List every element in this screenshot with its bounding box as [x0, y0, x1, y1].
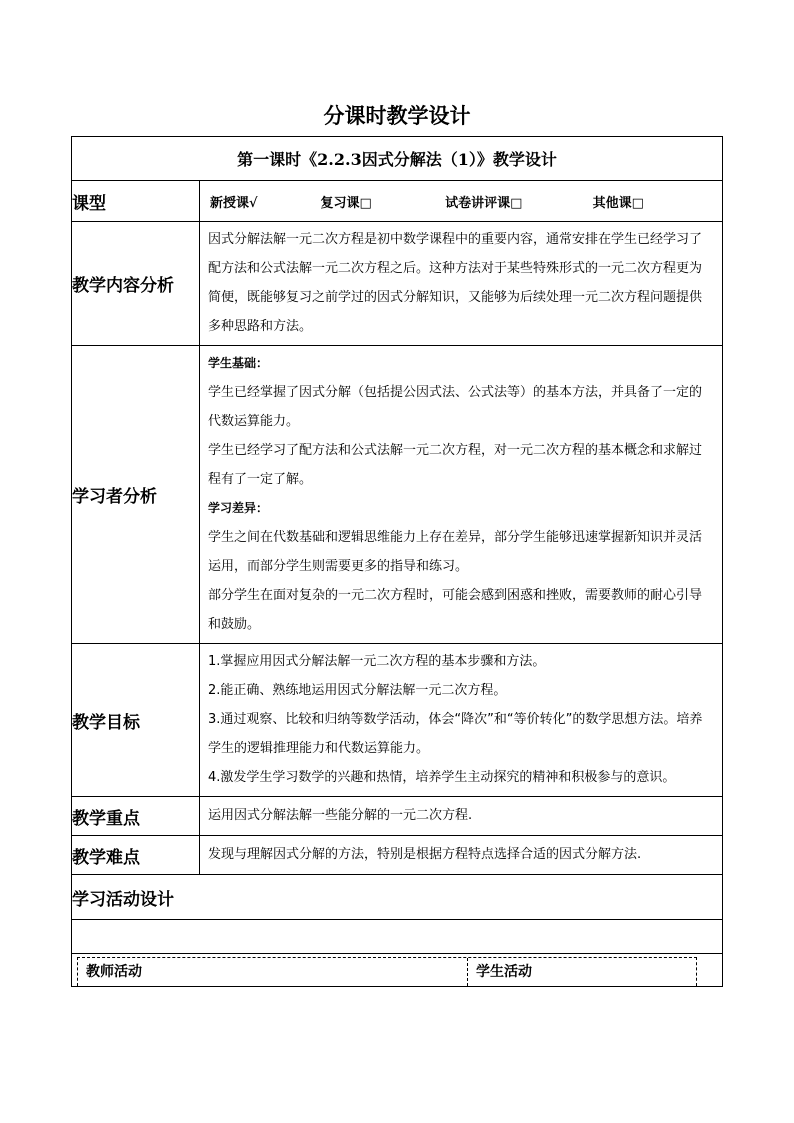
activity-design-row — [72, 875, 723, 920]
lesson-title: 第一课时《2.2.3因式分解法（1）》教学设计 — [72, 137, 723, 181]
learner-analysis-row — [72, 346, 723, 644]
content-analysis-label: 教学内容分析 — [72, 222, 200, 346]
teaching-goals-row — [72, 644, 723, 797]
difficulty-text: 发现与理解因式分解的方法，特别是根据方程特点选择合适的因式分解方法. — [208, 847, 642, 862]
option-test-review-lesson: 试卷讲评课□ — [445, 195, 523, 211]
option-review-lesson: 复习课□ — [320, 195, 372, 211]
key-point-text: 运用因式分解法解一些能分解的一元二次方程. — [208, 808, 473, 823]
activity-design-label: 学习活动设计 — [72, 875, 723, 920]
content-analysis-row — [72, 222, 723, 346]
activity-header-box — [77, 957, 697, 986]
option-other-lesson: 其他课□ — [592, 195, 644, 211]
course-type-label: 课型 — [72, 181, 200, 222]
difficulty-label: 教学难点 — [72, 836, 200, 875]
student-basis-paragraph-2: 学生已经学习了配方法和公式法解一元二次方程，对一元二次方程的基本概念和求解过程有了一定了解。 — [208, 443, 703, 487]
teacher-activity-header: 教师活动 — [78, 958, 468, 986]
activity-header-row — [72, 954, 723, 987]
content-analysis-text: 因式分解法解一元二次方程是初中数学课程中的重要内容，通常安排在学生已经学习了配方法和公式法解一元二次方程之后。这种方法对于某些特殊形式的一元二次方程更为简便，既能够复习之前学过的因式分解知识，又能够为后续处理一元二次方程问题提供多种思路和方法。 — [208, 232, 703, 334]
goal-item-1: 1.掌握应用因式分解法解一元二次方程的基本步骤和方法。 — [208, 654, 546, 669]
lesson-plan-table — [71, 136, 723, 987]
learning-difference-paragraph-1: 学生之间在代数基础和逻辑思维能力上存在差异，部分学生能够迅速掌握新知识并灵活运用，而部分学生则需要更多的指导和练习。 — [208, 530, 703, 574]
difficulty-row — [72, 836, 723, 875]
goal-item-2: 2.能正确、熟练地运用因式分解法解一元二次方程。 — [208, 683, 507, 698]
key-point-row — [72, 797, 723, 836]
teaching-goals-label: 教学目标 — [72, 644, 200, 797]
course-type-row — [72, 181, 723, 222]
learning-difference-paragraph-2: 部分学生在面对复杂的一元二次方程时，可能会感到困惑和挫败，需要教师的耐心引导和鼓励。 — [208, 588, 703, 632]
activity-blank-row — [72, 920, 723, 954]
option-new-lesson: 新授课√ — [210, 195, 258, 211]
key-point-label: 教学重点 — [72, 797, 200, 836]
goal-item-4: 4.激发学生学习数学的兴趣和热情，培养学生主动探究的精神和积极参与的意识。 — [208, 770, 676, 785]
student-basis-heading: 学生基础： — [208, 356, 269, 370]
student-basis-paragraph-1: 学生已经掌握了因式分解（包括提公因式法、公式法等）的基本方法，并具备了一定的代数运算能力。 — [208, 385, 703, 429]
course-type-options — [200, 181, 723, 222]
goal-item-3: 3.通过观察、比较和归纳等数学活动，体会“降次”和“等价转化”的数学思想方法。培养学生的逻辑推理能力和代数运算能力。 — [208, 712, 703, 756]
student-activity-header: 学生活动 — [476, 964, 532, 980]
lesson-title-row — [72, 137, 723, 181]
learner-analysis-label: 学习者分析 — [72, 346, 200, 644]
learning-difference-heading: 学习差异： — [208, 501, 269, 515]
page-title: 分课时教学设计 — [323, 103, 471, 128]
